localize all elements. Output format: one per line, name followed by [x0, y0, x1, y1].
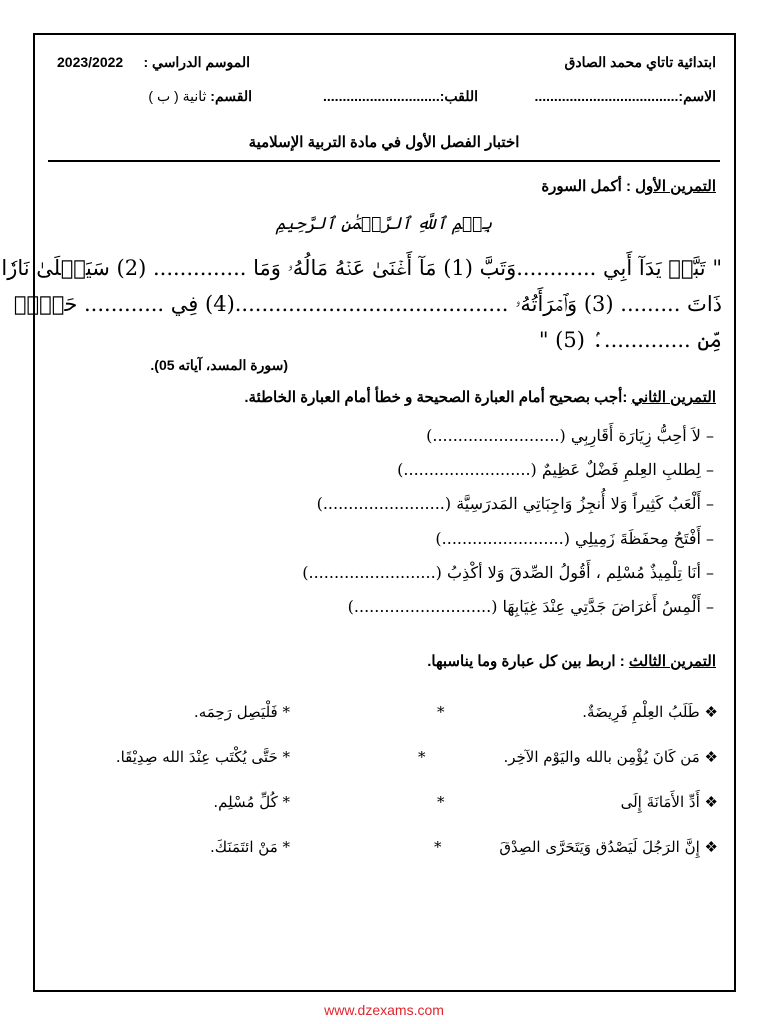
surah-line-3: مِّن ..............ۢ (5) ": [538, 328, 722, 352]
footer-link[interactable]: www.dzexams.com: [324, 1002, 444, 1018]
exercise-3-instruction: : اربط بين كل عبارة وما يناسبها.: [427, 653, 625, 670]
class-label: القسم:: [210, 88, 252, 104]
class-field: [148, 88, 252, 105]
exercise-2-heading: [244, 388, 716, 406]
basmala: بِسۡمِ ٱللَّهِ ٱلرَّحۡمَٰنِ ٱلرَّحِيمِ: [275, 214, 493, 234]
exercise-1-instruction: : أكمل السورة: [541, 178, 631, 195]
match-right-3[interactable]: * كُلِّ مُسْلِم.: [213, 793, 290, 811]
surname-field-text: اللقب:..............................: [323, 88, 478, 104]
diamond-bullet-icon: ❖: [704, 748, 718, 766]
match-left-2-text: مَن كَانَ يُؤْمِن بالله واليَوْم الآخِر.: [503, 748, 700, 766]
match-left-1-text: طَلَبُ العِلْمِ فَرِيضَةٌ.: [582, 703, 700, 721]
match-left-4[interactable]: [499, 838, 718, 856]
name-field-text: الاسم:.....................................: [534, 88, 716, 104]
exercise-3-label: التمرين الثالث: [628, 653, 716, 670]
statement-2: – لِطلبِ العِلمِ فَضْلٌ عَظِيمٌ (.........................): [397, 460, 714, 479]
match-right-2[interactable]: * حَتَّى يُكْتَب عِنْدَ الله صِدِيْقَا.: [115, 748, 290, 766]
statement-5: – أنَا تِلْمِيذٌ مُسْلِم ، أَقُولُ الصِّدقَ وَلا أكْذِبُ (.........................): [302, 563, 714, 582]
match-left-3[interactable]: [621, 793, 718, 811]
statement-3: – أَلْعَبُ كَثِيراً وَلا أُنجِزُ وَاجِبَاتِي المَدرَسِيَّة (........................): [316, 494, 714, 513]
match-right-1[interactable]: * فَلْيَصِل رَحِمَه.: [193, 703, 290, 721]
name-field[interactable]: [534, 88, 716, 105]
statement-4: – أَفْتَحُ مِحفَظَةَ زَمِيلِي (........................): [435, 529, 714, 548]
title-divider: [48, 160, 720, 162]
season-value: 2023/2022: [57, 54, 124, 70]
surah-source: (سورة المسد، آياته 05).: [150, 357, 288, 373]
surname-field[interactable]: [323, 88, 478, 105]
match-left-2[interactable]: [503, 748, 718, 766]
match-left-1-dot[interactable]: *: [437, 703, 445, 721]
match-left-2-dot[interactable]: *: [418, 748, 426, 766]
exercise-1-label: التمرين الأول: [635, 178, 716, 195]
match-left-4-text: إِنَّ الرَجُلَ لَيَصْدُق وَيَتَحَرَّى الصِدْقَ: [499, 838, 700, 856]
surah-line-2: ذَاتَ ......... (3) وَٱمۡرَأَتُهُۥ .........................................(4) فِي ............ حَبۡلٞ: [13, 292, 722, 316]
match-left-4-dot[interactable]: *: [434, 838, 442, 856]
exercise-2-label: التمرين الثاني: [631, 389, 716, 406]
exercise-2-instruction: :أجب بصحيح أمام العبارة الصحيحة و خطأ أمام العبارة الخاطئة.: [244, 389, 628, 406]
season-label: الموسم الدراسي :: [143, 54, 250, 70]
statement-1: – لاَ أحِبُّ زِيَارَة أَقَارِبِي (.........................): [426, 426, 714, 445]
surah-line-1: " تَبَّتۡ يَدَآ أَبِي ............وَتَبَّ (1) مَآ أَغۡنَىٰ عَنۡهُ مَالُهُۥ وَمَا .............. (2) سَيَصۡلَىٰ نَارٗا: [1, 256, 722, 280]
match-left-3-text: أَدِّ الأَمَانَةَ إِلَى: [620, 793, 700, 811]
match-left-1[interactable]: [582, 703, 718, 721]
statement-6: – أَلْمِسُ أَغرَاضَ جَدَّتِي عِنْدَ غِيَابِهَا (...........................): [347, 597, 714, 616]
class-value: ثانية ( ب ): [148, 88, 207, 104]
diamond-bullet-icon: ❖: [704, 838, 718, 856]
school-name: ابتدائية تاتاي محمد الصادق: [564, 54, 716, 70]
diamond-bullet-icon: ❖: [704, 793, 718, 811]
diamond-bullet-icon: ❖: [704, 703, 718, 721]
match-left-3-dot[interactable]: *: [437, 793, 445, 811]
exercise-1-heading: [541, 177, 716, 195]
exam-title: اختبار الفصل الأول في مادة التربية الإسلامية: [248, 134, 520, 151]
match-right-4[interactable]: * مَنْ ائتَمَنَكَ.: [210, 838, 290, 856]
exercise-3-heading: [427, 652, 716, 670]
